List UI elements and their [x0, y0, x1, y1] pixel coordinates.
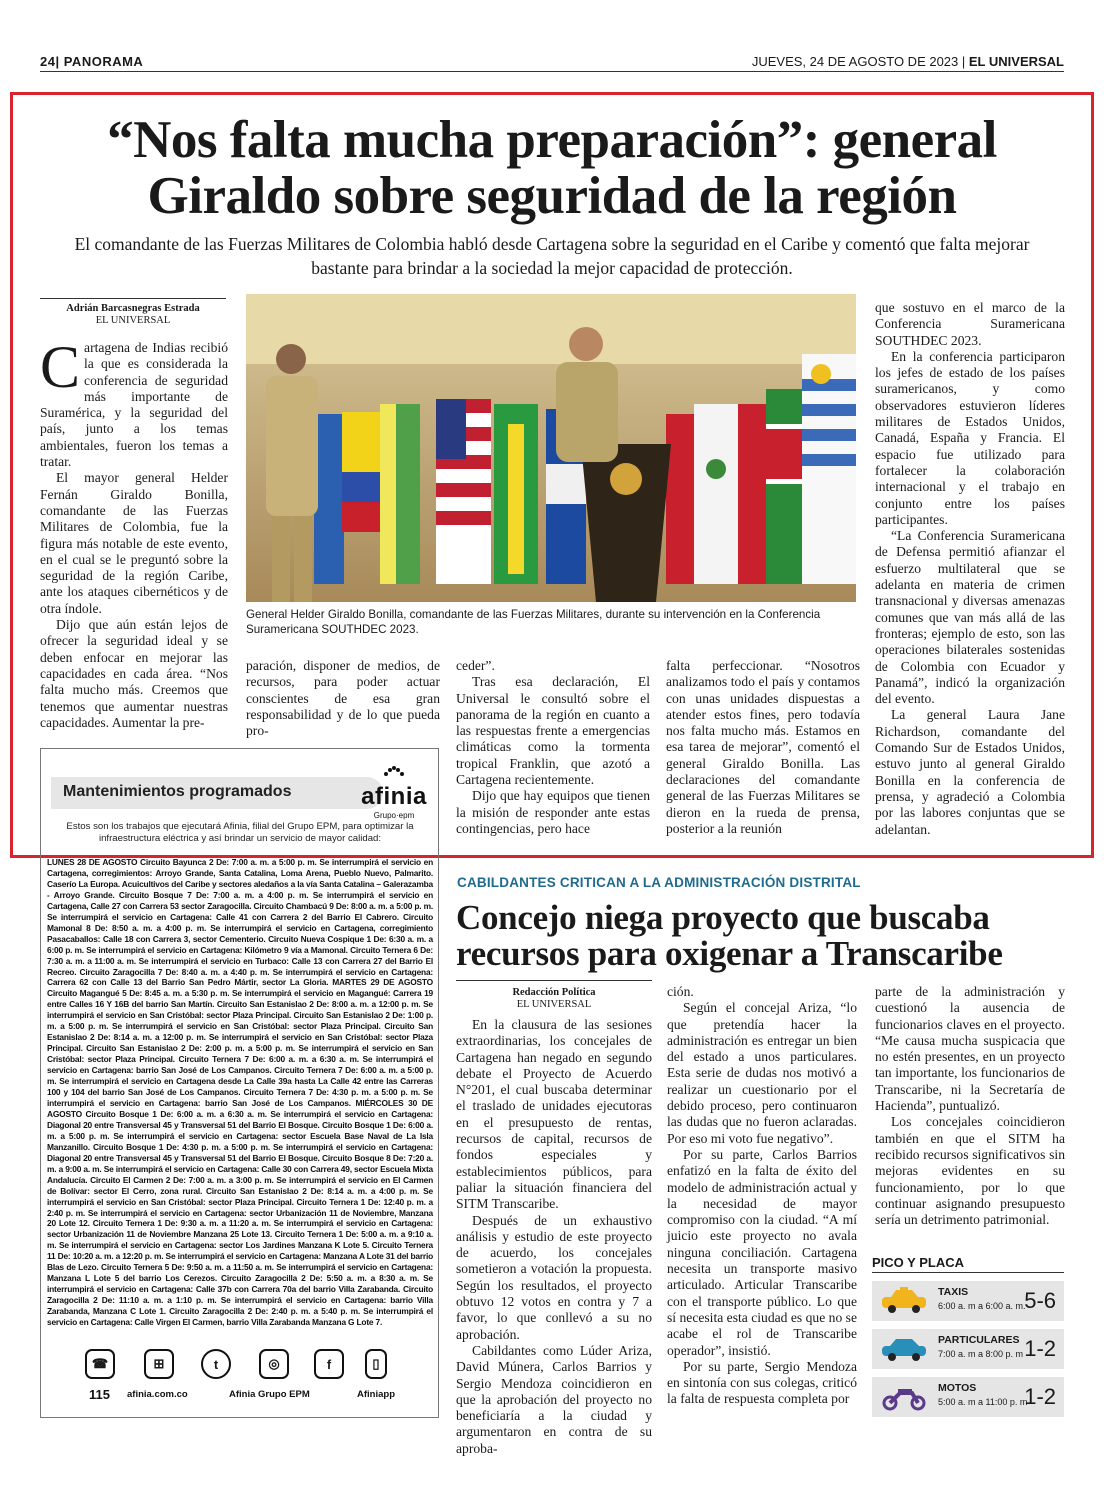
article-column-3: ceder”. Tras esa declaración, El Universal le consultó sobre el panorama de la región en cuanto a las respuestas frente a emergencias climáticas como la tormenta tropical Franklin, que azotó a Cartagena recientemente. Dijo que hay equipos que tienen la misión de responder ante estas contingencias, pero hace	[456, 658, 650, 836]
article2-byline: Redacción Política EL UNIVERSAL	[512, 987, 596, 1010]
article-photo	[246, 294, 856, 602]
article-column-4: falta perfeccionar. “Nosotros analizamos todo el país y contamos con unas unidades dispuestas a atender estos fines, pero todavía nos falta mucho más. Estamos en esa tarea de mejorar”, comentó el general Giraldo Bonilla. Las declaraciones del comandante general de las Fuerzas Militares se dieron en la rueda de prensa, posterior a la reunión	[666, 658, 860, 836]
afinia-advertisement	[40, 748, 439, 1418]
article2-title: Concejo niega proyecto que buscaba recursos para oxigenar a Transcaribe	[456, 898, 1003, 973]
footer-phone: 115	[89, 1387, 110, 1402]
facebook-icon: f	[314, 1349, 344, 1379]
article2-column-3: parte de la administración y cuestionó la ausencia de funcionarios claves en el proyecto. “Me causa mucha suspicacia que no estén presentes, en un proyecto tan importante, los funcionarios de Transcaribe, ni la Secretaría de Hacienda”, puntualizó. Los concejales coincidieron también en que el SITM ha recibido recursos significativos sin mejoras evidentes en su funcionamiento, por lo que continuar asignando presupuesto sería un detrimento patrimonial.	[875, 984, 1065, 1228]
instagram-icon: ◎	[259, 1349, 289, 1379]
afinia-logo: afinia Grupo·epm	[357, 765, 431, 819]
pico-row-taxis: TAXIS 6:00 a. m a 6:00 a. m. 5-6	[872, 1281, 1064, 1321]
taxi-icon	[878, 1287, 930, 1315]
article-byline: Adrián Barcasnegras Estrada EL UNIVERSAL	[66, 303, 200, 326]
pico-row-particulares: PARTICULARES 7:00 a. m a 8:00 p. m 1-2	[872, 1329, 1064, 1369]
article-column-5: que sostuvo en el marco de la Conferencia Suramericana SOUTHDEC 2023. En la conferencia participaron los jefes de estado de los países suramericanos, y como observadores estuvieron líderes militares de Estados Unidos, Canadá, España y Francia. El espacio fue utilizado para fortalecer la colaboración internacional y el trabajo en conjunto entre los países participantes. “La Conferencia Suramericana de Defensa permitió afianzar el esfuerzo multilateral que se adelanta en materia de crimen transnacional y diversas amenazas comunes que van más allá de las fronteras; ejemplo de esto, son las operaciones bilaterales sostenidas de Colombia con Ecuador y Panamá”, indicó la organización del evento. La general Laura Jane Richardson, comandante del Comando Sur de Estados Unidos, estuvo junto al general Giraldo Bonilla en la conferencia de prensa, y agradeció a Colombia por las labores conjuntas que se adelantan.	[875, 300, 1065, 837]
ad-intro: Estos son los trabajos que ejecutará Afinia, filial del Grupo EPM, para optimizar la infraestructura eléctrica y así brindar un servicio de mayor calidad:	[66, 821, 414, 844]
drop-cap: C	[40, 334, 81, 400]
pico-digits-taxis: 5-6	[1024, 1288, 1056, 1313]
ad-footer	[41, 1349, 440, 1417]
article2-kicker: CABILDANTES CRITICAN A LA ADMINISTRACIÓN DISTRITAL	[457, 875, 861, 890]
maintenance-schedule: LUNES 28 DE AGOSTO Circuito Bayunca 2 De: 7:00 a. m. a 5:00 p. m. Se interrumpirá el servicio en Cartagena, corregimientos: Arroyo Grande, Santa Catalina, Loma Arena, Pueblo Nuevo, Palmarito. Caserío La Europa. Acuicultivos del Caribe y sectores aledaños a la vía Santa Catalina – Galerazamba - Arroyo Grande. Circuito Bosque 7 De: 7:00 a. m. a 4:00 p. m. Se interrumpirá el servicio en Cartagena, Calle 27 con Carrera 53 sector Zaragocilla. Circuito Chambacú 9 De: 8:00 a. m. a 5:00 p. m. Se interrumpirá el servicio en Cartagena: Calle 41 con Carrera 2 del Barrio El Cabrero. Circuito Mamonal 8 De: 8:50 a. m. a 4:00 p. m. Se interrumpirá el servicio en Cartagena, corregimiento Pasacaballos: Calle 18 con Carrera 3, sector Cementerio. Circuito Nueva Cospique 1 De: 6:30 a. m. a 6:00 p. m. Se interrumpirá el servicio en Cartagena: Kilómetro 9 vía a Mamonal. Circuito Ternera 6 De: 7:30 a. m. a 11:00 a. m. Se interrumpirá el servicio en Turbaco: Calle 13 con Carrera 27 del Barrio El Recreo. Circuito Zaragocilla 7 De: 8:40 a. m. a 4:40 p. m. Se interrumpirá el servicio en Cartagena: Carrera 62 con Calle 13 del Barrio San Pedro Mártir, sector La Gloria. MARTES 29 DE AGOSTO Circuito Magangué 5 De: 8:45 a. m. a 5:30 p. m. Se interrumpirá el servicio en Magangué: Carrera 19 entre Calles 16 Y 16B del barrio San Martín. Circuito San Estanislao 2 De: 8:00 a. m. a 12:00 p. m. Se interrumpirá el servicio en San Cristóbal: sector Plaza Principal. Circuito San Estanislao 2 De: 1:00 p. m. a 5:00 p. m. Se interrumpirá el servicio en San Cristóbal: sector Plaza Principal. Circuito San Estanislao 2 De: 8:14 a. m. a 12:00 p. m. Se interrumpirá el servicio en San Cristóbal: sector Plaza Principal. Circuito San Estanislao 2 De: 2:00 p. m. a 5:00 p. m. Se interrumpirá el servicio en San Cristóbal: sector Plaza Principal. Circuito Ternera 7 De: 6:00 a. m. a 6:30 a. m. Se interrumpirá el servicio en Cartagena: barrio San José de Los Campanos. Circuito Ternera 7 De: 6:00 a. m. a 5:00 p. m. Se interrumpirá el servicio en Cartagena desde La Calle 39a hasta La Calle 42 entre las Carreras 100 y 104 del barrio San José de Los Campanos. Circuito Ternera 7 De: 4:30 p. m. a 5:00 p. m. Se interrumpirá el servicio en Cartagena: barrio San José de Los Campanos. MIÉRCOLES 30 DE AGOSTO Circuito Bosque 1 De: 6:00 a. m. a 6:30 a. m. Se interrumpirá el servicio en Cartagena: Diagonal 20 entre Transversal 45 y Transversal 51 del Barrio El Bosque. Circuito Bosque 1 De: 6:00 a. m. a 5:00 p. m. Se interrumpirá el servicio en Cartagena: sector Escuela Base Naval de La Isla Manzanillo. Circuito Bosque 1 De: 4:30 p. m. a 5:00 p. m. Se interrumpirá el servicio en Cartagena: Diagonal 20 entre Transversal 45 y Transversal 51 del Barrio El Bosque. Circuito Bosque 8 De: 7:20 a. m. a 9:00 a. m. Se interrumpirá el servicio en Cartagena: Calle 30 con Carrera 49, sector Escuela Mixta Andalucía. Circuito El Carmen 2 De: 7:00 a. m. a 3:00 p. m. Se interrumpirá el servicio en El Carmen de Bolívar: sector El Cerro, zona rural. Circuito San Estanislao 2 De: 8:14 a. m. a 4:00 p. m. Se interrumpirá el servicio en San Cristóbal: sector Plaza Principal. Circuito Ternera 1 De: 12:40 p. m. a 2:40 p. m. Se interrumpirá el servicio en Cartagena: sector Urbanización 11 de Noviembre, Manzana 20 Lote 12. Circuito Ternera 1 De: 9:30 a. m. a 11:20 a. m. Se interrumpirá el servicio en Cartagena: sector Urbanización 11 de Noviembre Manzana 25 Lote 13. Circuito Ternera 1 De: 5:00 a. m. a 9:10 a. m. Se interrumpirá el servicio en Cartagena: sector Los Jardines Manzana K Lote 5. Circuito Ternera 11 De: 10:20 a. m. a 12:20 p. m. Se interrumpirá el servicio en Cartagena: Manzana A Lote 31 del barrio Blas de Lezo. Circuito Ternera 5 De: 9:50 a. m. a 11:50 a. m. Se interrumpirá el servicio en Cartagena: Manzana L Lote 5 del barrio Los Cerezos. Circuito Zaragocilla 2 De: 5:50 a. m. a 8:30 a. m. Se interrumpirá el servicio en Cartagena: Calle 37b con Carrera 70a del barrio Villa Zarabanda. Circuito Zaragocilla 2 De: 11:10 a. m. a 1:10 p. m. Se interrumpirá el servicio en Cartagena: barrio Villa Zarabanda, Manzana C Lote 1. Circuito Zaragocilla 2 De: 2:40 p. m. a 5:40 p. m. Se interrumpirá el servicio en Cartagena: Calle Virgen El Carmen, barrio Villa Zarabanda Manzana G Lote 7.	[47, 857, 433, 1328]
article-column-2: paración, disponer de medios, de recursos, para poder actuar conscientes de esa gran responsabilidad y de lo que pueda pro-	[246, 658, 440, 739]
page-header	[40, 52, 1064, 72]
footer-app: Afiniapp	[357, 1389, 395, 1400]
twitter-icon: t	[201, 1349, 231, 1379]
article-column-1: Cartagena de Indias recibió la que es considerada la conferencia de seguridad más importante de Suramérica, y la seguridad del país, junto a los temas ambientales, fueron los temas a tratar. El mayor general Helder Fernán Giraldo Bonilla, comandante de las Fuerzas Militares de Colombia, fue la figura más notable de este evento, en el cual se le preguntó sobre la seguridad de la región Caribe, ante los ataques cibernéticos y de otra índole. Dijo que aún están lejos de ofrecer la seguridad ideal y se deben enfocar en mejorar las capacidades en cada área. “Nos falta mucho más. Creemos que tenemos que aumentar nuestras capacidades. Aumentar la pre-	[40, 334, 228, 730]
ad-heading-band: Mantenimientos programados	[51, 777, 383, 809]
pico-digits-particulares: 1-2	[1024, 1336, 1056, 1361]
page-section: 24| PANORAMA	[40, 54, 144, 69]
article-title: “Nos falta mucha preparación”: general Giraldo sobre seguridad de la región	[107, 111, 997, 225]
pico-digits-motos: 1-2	[1024, 1384, 1056, 1409]
photo-caption: General Helder Giraldo Bonilla, comandante de las Fuerzas Militares, durante su intervención en la Conferencia Suramericana SOUTHDEC 2023.	[246, 608, 821, 636]
article-deck: El comandante de las Fuerzas Militares de Colombia habló desde Cartagena sobre la seguridad en el Caribe y comentó que falta mejorar bastante para brindar a la sociedad la mejor capacidad de protección.	[74, 234, 1030, 278]
article2-column-1: En la clausura de las sesiones extraordinarias, los concejales de Cartagena han negado en segundo debate el Proyecto de Acuerdo N°201, el cual buscaba determinar el traslado de unidades ejecutoras en el presupuesto de rentas, recursos de capital, recursos de fondos especiales y establecimientos públicos, para paliar la situación financiera del SITM Transcaribe. Después de un exhaustivo análisis y estudio de este proyecto de acuerdo, los concejales sometieron a votación la propuesta. Según los resultados, el proyecto obtuvo 12 votos en contra y 7 a favor, lo que conllevó a su no aprobación. Cabildantes como Lúder Ariza, David Múnera, Carlos Barrios y Sergio Mendoza coincidieron en que la aprobación del proyecto no beneficiaría a la ciudad y argumentaron en contra de su aproba-	[456, 1017, 652, 1456]
headset-icon: ☎	[85, 1349, 115, 1379]
page-dateline: JUEVES, 24 DE AGOSTO DE 2023 | EL UNIVERSAL	[751, 54, 1064, 69]
pico-y-placa-title: PICO Y PLACA	[872, 1255, 1064, 1273]
car-icon	[878, 1335, 930, 1363]
motorcycle-icon	[878, 1383, 930, 1411]
footer-web: afinia.com.co	[127, 1389, 188, 1400]
app-icon: ▯	[365, 1349, 387, 1379]
article2-column-2: ción. Según el concejal Ariza, “lo que pretendía hacer la administración es entregar un bien del estado a unos particulares. Esta serie de dudas nos motivó a realizar un cuestionario por el debido proceso, pero continuaron las dudas que no fueron aclaradas. Por eso mi voto fue negativo”. Por su parte, Carlos Barrios enfatizó en la falta de éxito del modelo de administración actual y la necesidad de mayor compromiso con la ciudad. “A mí juicio este proyecto no avala ninguna conciliación. Cartagena necesita un transporte masivo articulado. Articular Transcaribe con el transporte público. Lo que sí necesita esta ciudad es que no se acabe el rol de Transcaribe operador”, insistió. Por su parte, Sergio Mendoza en sintonía con sus colegas, criticó la falta de respuesta completa por	[667, 984, 857, 1407]
pico-y-placa-box	[872, 1255, 1064, 1420]
pico-row-motos: MOTOS 5:00 a. m a 11:00 p. m 1-2	[872, 1377, 1064, 1417]
footer-social: Afinia Grupo EPM	[229, 1389, 310, 1400]
web-icon: ⊞	[144, 1349, 174, 1379]
